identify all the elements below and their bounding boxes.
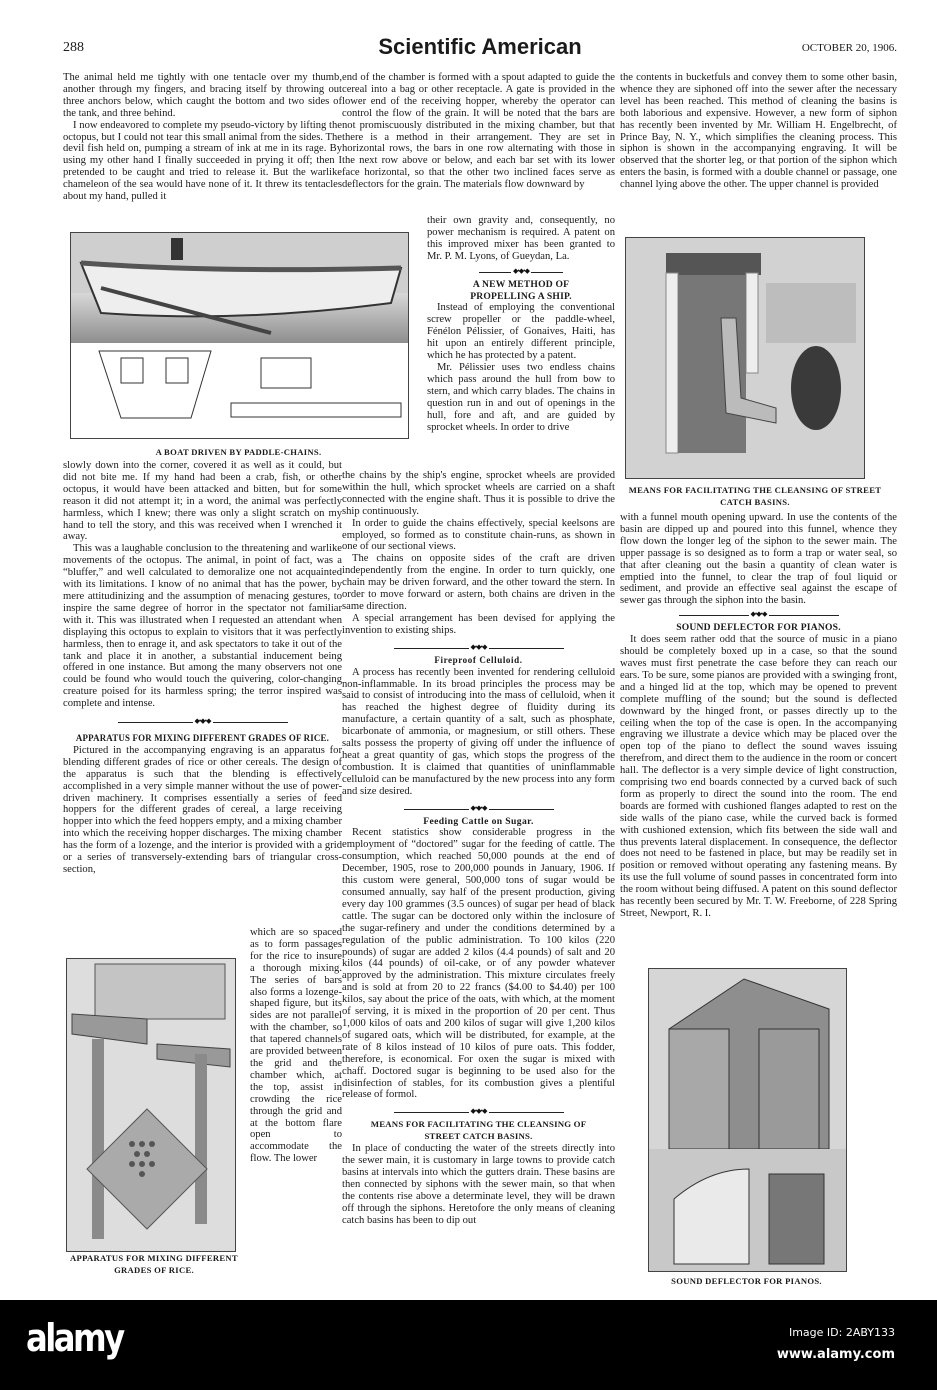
issue-date: OCTOBER 20, 1906. [801,42,897,54]
octopus-article-end [63,460,342,876]
section-divider [679,611,839,620]
paragraph: which are so spaced as to form passages for the rice to insure a thorough mixing. The series of bars also forms a lozenge-shaped figure, but its sides are not parallel with the chamber, so that tapered channels are provided between the grid and the chamber which, at the top, assist in crowding the rice through the grid and at the bottom flare open to accommodate the flow. The lower [250,927,342,1165]
boat-illustration [70,232,409,439]
image-id: Image ID: 2ABY133 [788,1326,895,1339]
piano-article-heading: SOUND DEFLECTOR FOR PIANOS. [676,622,841,634]
catch-basin-heading: MEANS FOR FACILITATING THE CLEANSING OF STREET CATCH BASINS. [370,1119,587,1142]
rice-article-continued [342,72,615,191]
piano-deflector-illustration [648,968,847,1272]
cattle-heading: Feeding Cattle on Sugar. [423,815,534,827]
section-divider [404,805,554,814]
paragraph: Pictured in the accompanying engraving is an apparatus for blending different grades of rice or other cereals. The design of the apparatus is such that the blending is effectively accomplished in a very simple manner without the use of power-driven machinery. It comprises essentially a series of feed hoppers for the different grades of cereal, a large receiving hopper into which the feed hoppers empty, and a mixing chamber into which the receiving hopper discharges. The mixing chamber has the form of a lozenge, and the interior is provided with a grid or a series of transversely-extending bars of triangular cross-section, [63,744,342,875]
paragraph: their own gravity and, consequently, no power mechanism is required. A patent on this improved mixer has been granted to Mr. P. M. Lyons, of Gueydan, La. [427,215,615,262]
piano-deflector-image [649,969,846,1271]
paragraph: The animal held me tightly with one tentacle over my thumb, another through my fingers, and bracing itself by throwing out three anchors below, which caught the bottom and two sides of the tank, and three behind. [63,72,342,119]
catch-basin-continued [620,72,897,191]
paragraph: end of the chamber is formed with a spout adapted to guide the cereal into a bag or other receptacle. A gate is provided in the lower end of the receiving hopper, whereby the operator can control the flow of the grain. It will be noted that the bars are not promiscuously distributed in the mixing chamber, but that there is a method in their arrangement. They are set in horizontal rows, the bars in one row alternating with those in the next row above or below, and each bar set with its lower face horizontal, so that the other two inclined faces serve as deflectors for the grain. The materials flow downward by [342,72,615,191]
boat-caption: A BOAT DRIVEN BY PADDLE-CHAINS. [155,447,322,457]
octopus-article-continued [63,72,342,203]
piano-caption: SOUND DEFLECTOR FOR PIANOS. [671,1276,822,1286]
section-divider [118,718,288,727]
celluloid-heading: Fireproof Celluloid. [434,654,523,665]
stock-watermark-bar [0,1300,937,1390]
paragraph: with a funnel mouth opening upward. In use the contents of the basin are dipped up and poured into this funnel, whence they flow down the longer leg of the siphon to the sewer main. The upper passage is so designed as to form a trap or water seal, so that after cleaning out the basin a quantity of clean water is emptied into the funnel, to clear the trap of foul liquid or sediment, and provide an effective seal against the escape of sewer gas through the siphon into the basin. [620,512,897,607]
page-number: 288 [63,40,84,55]
column-two-continued [342,470,615,1226]
rice-article-narrow-text [250,927,342,1165]
paragraph: Mr. Pélissier uses two endless chains which pass around the hull from bow to stern, and which carry blades. The chains in question run in and out of openings in the hull, fore and aft, and are guided by sprocket wheels. In order to drive [427,361,615,433]
paragraph: A special arrangement has been devised for applying the invention to existing ships. [342,612,615,636]
rice-mixer-image [67,959,235,1251]
paragraph: the contents in bucketfuls and convey them to some other basin, whence they are siphoned off into the sewer after the necessary level has been reached. This method of cleaning the basins is both laborious and expensive. However, a new form of siphon has recently been invented by Mr. William H. Engelbrecht, of Prince Bay, N. Y., which simplifies the cleaning process. This siphon is shown in the accompanying engraving. It will be observed that the shorter leg, or that portion of the siphon which enters the basin, is formed with a double channel or passage, one channel lying above the other. The upper channel is provided [620,72,897,191]
section-divider [479,268,563,277]
catch-basin-image [626,238,864,478]
catch-basin-caption: MEANS FOR FACILITATING THE CLEANSING OF STREET CATCH BASINS. [628,485,882,507]
masthead-title: Scientific American [378,34,582,59]
paragraph: I now endeavored to complete my pseudo-victory by lifting the octopus, but I could not tear this small animal from the sides. The devil fish held on, pumping a stream of ink at me in its rage. By using my other hand I finally succeeded in prying it off; then I pretended to be caught and tried to release it. But the warlike chameleon of the sea would have none of it. It threw its tentacles about my hand, pulled it [63,119,342,203]
paragraph: slowly down into the corner, covered it as well as it could, but did not bite me. If my hand had been a crab, fish, or other octopus, it would have been attacked and bitten, but for some reason it did not attempt it; in a word, the animal was perfectly harmless, which I knew; there was only a slight scratch on my hand to tell the story, and this was received when I wrenched it away. [63,460,342,543]
paragraph: A process has recently been invented for rendering celluloid non-inflammable. In its broad principles the process may be said to consist of introducing into the mass of celluloid, when it has reached the highest degree of fluidity during its manufacture, a certain quantity of a salt, such as phosphate, bicarbonate of ammonia, or magnesium, or still others. These salts possess the property of giving off under the influence of heat a great quantity of gas, which stops the progress of the combustion. It is claimed that quantities of uninflammable celluloid can be manufactured by the new process into any form and size desired. [342,666,615,797]
rice-mixer-illustration [66,958,236,1252]
column-three-continued [620,512,897,920]
paragraph: In place of conducting the water of the streets directly into the sewer main, it is customary in large towns to provide catch basins at intervals into which the gutters drain. These basins are then connected by siphons with the sewer main, so that when the contents rise above a determinate level, they will be drawn off through the siphons. Heretofore the only means of cleaning catch basins has been to dip out [342,1143,615,1226]
section-divider [394,644,564,653]
ship-article-heading: A NEW METHOD OF PROPELLING A SHIP. [470,278,572,302]
ship-article-narrow [427,215,615,433]
section-divider [394,1108,564,1117]
paragraph: Recent statistics show considerable progress in the employment of “doctored” sugar for the feeding of cattle. The consumption, which reached 50,000 pounds at the end of December, 1905, rose to 200,000 pounds in January, 1906. If this custom were general, 500,000 tons of sugar would be consumed annually, say half of the present production, giving every day 100 grammes (3.5 ounces) of sugar per head of black cattle. The sugar can be doctored only within the inclosure of the sugar-refinery and under the conditions determined by a regulation of the public administration. To 100 kilos (220 pounds) of sugar are added 2 kilos (4.4 pounds) of salt and 20 kilos (44 pounds) of oil-cake, or of any powder whatever approved by the administration. This mixture circulates freely and is sold at from 20 to 22 francs ($4.00 to $4.40) per 100 kilos, say about the price of the oats, with which, at the moment of serving, it is mixed in the proportion of 20 per cent. Thus 1,000 kilos of oats and 200 kilos of sugar will give 1,200 kilos of sugared oats, which will be distributed, for example, at the rate of 8 kilos instead of 10 kilos of pure oats. This fodder, therefore, is economical. For oxen the sugar is mixed with chaff. Doctored sugar is beginning to be used also for the disinfection of stables, for its combustion gives a plentiful release of formol. [342,827,615,1101]
paragraph: Instead of employing the conventional screw propeller or the paddle-wheel, Fénélon Pélissier, of Gonaives, Haiti, has hit upon an entirely different principle, which he has protected by a patent. [427,302,615,362]
rice-article-heading: APPARATUS FOR MIXING DIFFERENT GRADES OF RICE. [75,733,330,744]
paragraph: This was a laughable conclusion to the threatening and warlike movements of the octopus. The animal, in point of fact, was a “bluffer,” and well calculated to demoralize one not acquainted with its limitations. I know of no animal that has the power, by mere attitudinizing and the assumption of menacing gestures, to inspire the same degree of horror in the spectator not familiar with it. This was illustrated when I requested an attendant when displaying this octopus to explain to visitors that it was perfectly harmless, then to enrage it, and ask spectators to take it out of the tank and place it in another, a substantial inducement being offered in one instance. But among the many observers not one could be found who would touch the quivering, color-changing creature poised for its harmless spring; the terror inspired was complete and intense. [63,543,342,710]
paragraph: The chains on opposite sides of the craft are driven independently from the engine. In order to turn quickly, one chain may be driven forward, and the other toward the stern. In order to move forward or astern, both chains are driven in the same direction. [342,553,615,612]
rice-mixer-caption: APPARATUS FOR MIXING DIFFERENT GRADES OF RICE. [70,1253,238,1275]
catch-basin-illustration [625,237,865,479]
paragraph: It does seem rather odd that the source of music in a piano should be completely boxed up in a case, so that the sound waves must first penetrate the case before they can reach our ears. To be sure, some pianos are provided with a swinging front, and a hinged lid at the top, which may be opened to prevent complete muffling of the sound; but the sound is deflected downward by the hinged front, or passes directly up to the ceiling when the top of the case is open. In the accompanying engraving we illustrate a device which may be placed over the open top of the piano to deflect the sound waves issuing therefrom, and direct them to the audience in the room or concert hall. The deflector is a very simple device of light construction, comprising two end boards connected by a curved back of such form as properly to direct the sound into the room. The end boards are formed with cushioned flanges adapted to rest on the side walls of the piano case, while the curved back is formed with cushioned extension, which fits between the side wall and thus prevents lateral displacement. In consequence, the deflector does not need to be fastened in place, but may be readily set in position or removed without operating any fastening means. By its use the full volume of sound passes in concentrated form into the room without being diffused. A patent on this sound deflector has recently been secured by Mr. T. W. Freeborne, of 228 Spring Street, Newport, R. I. [620,634,897,919]
paragraph: In order to guide the chains effectively, special keelsons are employed, so formed as to constitute chain-runs, as shown in one of our sectional views. [342,517,615,553]
alamy-url: www.alamy.com [776,1347,895,1362]
alamy-logo: alamy [26,1316,123,1360]
paragraph: the chains by the ship's engine, sprocket wheels are provided within the hull, which sprocket wheels are carried on a shaft connected with the engine shaft. Thus it is possible to drive the ship continuously. [342,470,615,517]
paddle-chain-boat-image [71,233,408,438]
